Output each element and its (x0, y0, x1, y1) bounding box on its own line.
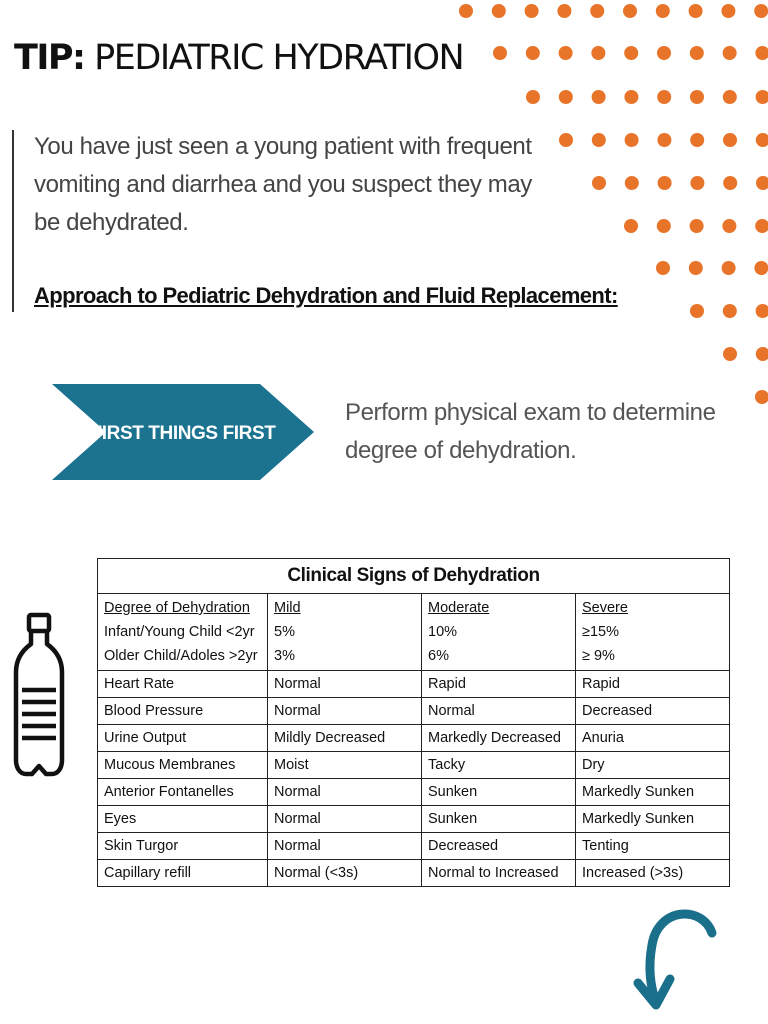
decorative-dot (755, 390, 768, 404)
decorative-dot (492, 4, 506, 18)
mild-label: Mild (274, 600, 301, 616)
chevron-label: FIRST THINGS FIRST (90, 423, 276, 444)
decorative-dot (657, 133, 671, 147)
decorative-dot (657, 219, 671, 233)
approach-heading: Approach to Pediatric Dehydration and Fluid Replacement: (34, 283, 618, 308)
decorative-dot (657, 46, 671, 60)
table-cell: Rapid (422, 671, 576, 698)
decorative-dot (459, 4, 473, 18)
table-cell: Normal (268, 671, 422, 698)
title-text: PEDIATRIC HYDRATION (84, 38, 464, 78)
decorative-dot (754, 4, 768, 18)
decorative-dot (592, 133, 606, 147)
decorative-dot (755, 46, 768, 60)
degree-header-label: Degree of Dehydration (104, 600, 250, 616)
severe-older-percent: ≥ 9% (582, 648, 615, 664)
decorative-dot (689, 261, 703, 275)
decorative-dot (689, 4, 703, 18)
table-row (98, 860, 730, 887)
decorative-dot (690, 304, 704, 318)
table-cell: Increased (>3s) (576, 860, 730, 887)
decorative-dot (690, 90, 704, 104)
table-cell: Tenting (576, 833, 730, 860)
severe-label: Severe (582, 600, 628, 616)
decorative-dot (723, 347, 737, 361)
table-cell: Rapid (576, 671, 730, 698)
decorative-dot (756, 133, 768, 147)
table-cell: Normal (268, 833, 422, 860)
severe-infant-percent: ≥15% (582, 624, 619, 640)
curved-arrow-down-icon (628, 905, 720, 1015)
decorative-dot (723, 90, 737, 104)
decorative-dot (625, 176, 639, 190)
decorative-dot (559, 133, 573, 147)
table-cell: Markedly Sunken (576, 779, 730, 806)
decorative-dot (722, 219, 736, 233)
moderate-infant-percent: 10% (428, 624, 458, 640)
table-row (98, 671, 730, 698)
decorative-dot (754, 261, 768, 275)
decorative-dot (723, 46, 737, 60)
table-cell: Normal to Increased (422, 860, 576, 887)
table-cell: Dry (576, 752, 730, 779)
decorative-dot (559, 90, 573, 104)
table-cell: Blood Pressure (98, 698, 268, 725)
table-cell: Tacky (422, 752, 576, 779)
decorative-dot (723, 133, 737, 147)
decorative-dot (592, 176, 606, 190)
page-title (14, 38, 463, 78)
decorative-dot (525, 4, 539, 18)
decorative-dot (590, 4, 604, 18)
decorative-dot (721, 4, 735, 18)
table-cell: Sunken (422, 779, 576, 806)
table-cell: Mildly Decreased (268, 725, 422, 752)
decorative-dot (623, 4, 637, 18)
decorative-dot (756, 304, 768, 318)
decorative-dot (723, 304, 737, 318)
dehydration-signs-table (97, 558, 730, 887)
decorative-dot (657, 90, 671, 104)
table-cell: Sunken (422, 806, 576, 833)
decorative-dot (690, 176, 704, 190)
decorative-dot (591, 46, 605, 60)
table-cell: Normal (422, 698, 576, 725)
mild-column-header (268, 594, 422, 671)
decorative-dot (722, 261, 736, 275)
decorative-dot (723, 176, 737, 190)
table-cell: Markedly Decreased (422, 725, 576, 752)
decorative-dot (624, 46, 638, 60)
table-cell: Markedly Sunken (576, 806, 730, 833)
table-row (98, 752, 730, 779)
decorative-dot (557, 4, 571, 18)
table-cell: Decreased (422, 833, 576, 860)
table-cell: Normal (268, 698, 422, 725)
decorative-dot (755, 219, 768, 233)
decorative-dot (592, 90, 606, 104)
moderate-column-header (422, 594, 576, 671)
decorative-dot (624, 219, 638, 233)
infant-age-label: Infant/Young Child <2yr (104, 624, 255, 640)
decorative-dot (624, 90, 638, 104)
table-cell: Mucous Membranes (98, 752, 268, 779)
degree-header-cell (98, 594, 268, 671)
table-cell: Skin Turgor (98, 833, 268, 860)
decorative-dot (756, 176, 768, 190)
table-cell: Decreased (576, 698, 730, 725)
moderate-label: Moderate (428, 600, 490, 616)
table-cell: Eyes (98, 806, 268, 833)
decorative-dot (690, 46, 704, 60)
severe-column-header (576, 594, 730, 671)
mild-infant-percent: 5% (274, 624, 295, 640)
decorative-dot (690, 219, 704, 233)
decorative-dot (526, 46, 540, 60)
table-cell: Heart Rate (98, 671, 268, 698)
table-row-degree (98, 594, 730, 671)
decorative-dot (493, 46, 507, 60)
table-cell: Normal (268, 806, 422, 833)
step-instruction: Perform physical exam to determine degree of dehydration. (345, 399, 716, 464)
intro-accent-bar (12, 130, 14, 312)
table-cell: Moist (268, 752, 422, 779)
decorative-dot (756, 90, 768, 104)
decorative-dot (690, 133, 704, 147)
decorative-dot (658, 176, 672, 190)
table-row (98, 806, 730, 833)
table-cell: Capillary refill (98, 860, 268, 887)
table-cell: Anuria (576, 725, 730, 752)
mild-older-percent: 3% (274, 648, 295, 664)
table-cell: Anterior Fontanelles (98, 779, 268, 806)
table-title: Clinical Signs of Dehydration (98, 559, 730, 594)
decorative-dot (656, 261, 670, 275)
intro-paragraph: You have just seen a young patient with frequent vomiting and diarrhea and you suspect they may be dehydrated. (34, 133, 532, 236)
decorative-dot (526, 90, 540, 104)
table-row (98, 698, 730, 725)
decorative-dot (756, 347, 768, 361)
table-cell: Normal (<3s) (268, 860, 422, 887)
table-cell: Urine Output (98, 725, 268, 752)
table-row (98, 725, 730, 752)
title-prefix: TIP: (14, 38, 85, 78)
decorative-dot (656, 4, 670, 18)
water-bottle-icon (12, 612, 66, 782)
decorative-dot (559, 46, 573, 60)
decorative-dot (625, 133, 639, 147)
moderate-older-percent: 6% (428, 648, 449, 664)
older-age-label: Older Child/Adoles >2yr (104, 648, 258, 664)
first-things-first-chevron (52, 384, 314, 480)
table-row (98, 833, 730, 860)
table-cell: Normal (268, 779, 422, 806)
table-row (98, 779, 730, 806)
